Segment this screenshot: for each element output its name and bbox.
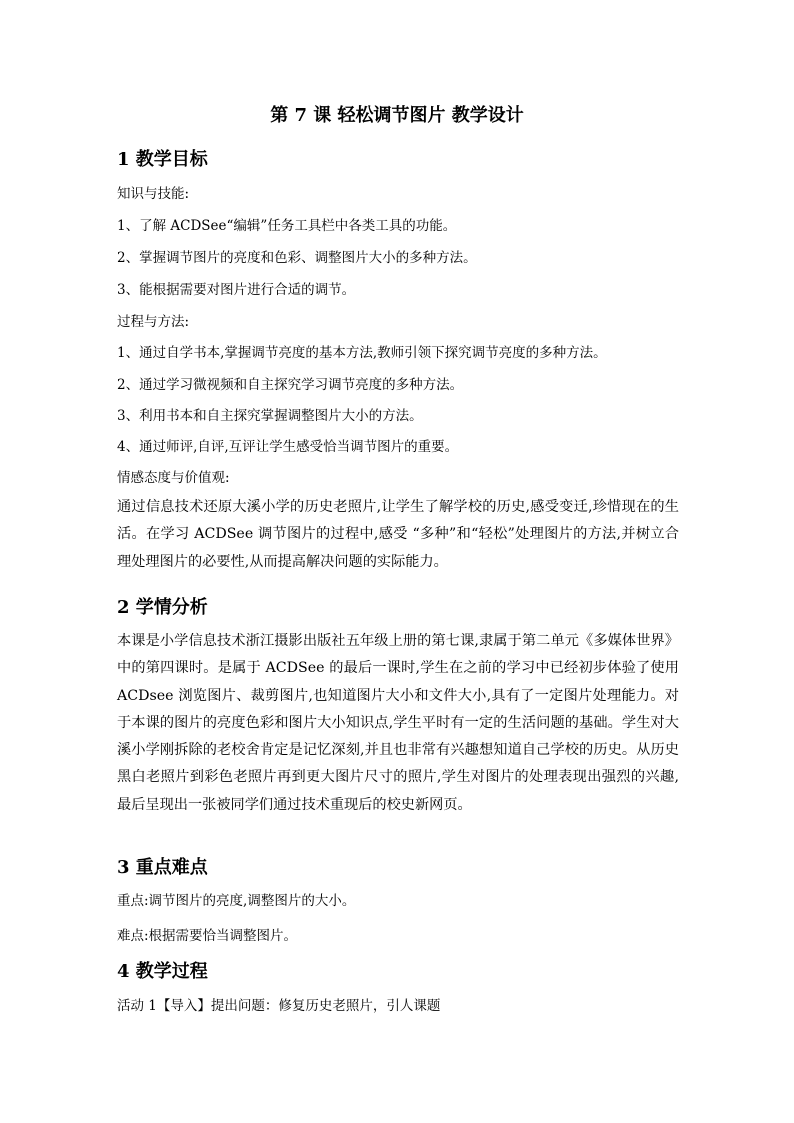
knowledge-item-1: 1、了解 ACDSee“编辑”任务工具栏中各类工具的功能。 [117, 218, 457, 234]
difficulty-text: 难点:根据需要恰当调整图片。 [117, 928, 298, 944]
activity-1-text: 活动 1【导入】提出问题：修复历史老照片，引人课题 [117, 998, 441, 1014]
document-title: 第 7 课 轻松调节图片 教学设计 [270, 105, 524, 126]
attitude-values-label: 情感态度与价值观: [117, 470, 230, 486]
process-item-4: 4、通过师评,自评,互评让学生感受恰当调节图片的重要。 [117, 439, 459, 455]
learner-analysis-paragraph: 本课是小学信息技术浙江摄影出版社五年级上册的第七课,隶属于第二单元《多媒体世界》中的第四课时。是属于 ACDSee 的最后一课时,学生在之前的学习中已经初步体验了使用 ACDsee 浏览图片、裁剪图片,也知道图片大小和文件大小,具有了一定图片处理能力。对于本课的图片的亮度色彩和图片大小知识点,学生平时有一定的生活问题的基础。学生对大溪小学刚拆除的老校舍肯定是记忆深刻,并且也非常有兴趣想知道自己学校的历史。从历史黑白老照片到彩色老照片再到更大图片尺寸的照片,学生对图片的处理表现出强烈的兴趣,最后呈现出一张被同学们通过技术重现后的校史新网页。 [117, 633, 679, 813]
knowledge-skills-label: 知识与技能: [117, 186, 190, 202]
process-item-1: 1、通过自学书本,掌握调节亮度的基本方法,教师引领下探究调节亮度的多种方法。 [117, 345, 607, 361]
section-heading-teaching-process: 4 教学过程 [117, 961, 208, 982]
knowledge-item-2: 2、掌握调节图片的亮度和色彩、调整图片大小的多种方法。 [117, 250, 477, 266]
process-item-3: 3、利用书本和自主探究掌握调整图片大小的方法。 [117, 408, 423, 424]
process-item-2: 2、通过学习微视频和自主探究学习调节亮度的多种方法。 [117, 377, 464, 393]
knowledge-item-3: 3、能根据需要对图片进行合适的调节。 [117, 282, 356, 298]
section-heading-key-difficult-points: 3 重点难点 [117, 857, 208, 878]
section-heading-objectives: 1 教学目标 [117, 149, 208, 170]
key-point-text: 重点:调节图片的亮度,调整图片的大小。 [117, 893, 356, 909]
attitude-values-paragraph: 通过信息技术还原大溪小学的历史老照片,让学生了解学校的历史,感受变迁,珍惜现在的生活。在学习 ACDSee 调节图片的过程中,感受 “多种”和“轻松”处理图片的方法,并树立合理处理图片的必要性,从而提高解决问题的实际能力。 [117, 499, 679, 570]
process-methods-label: 过程与方法: [117, 314, 190, 330]
section-heading-learner-analysis: 2 学情分析 [117, 597, 208, 618]
